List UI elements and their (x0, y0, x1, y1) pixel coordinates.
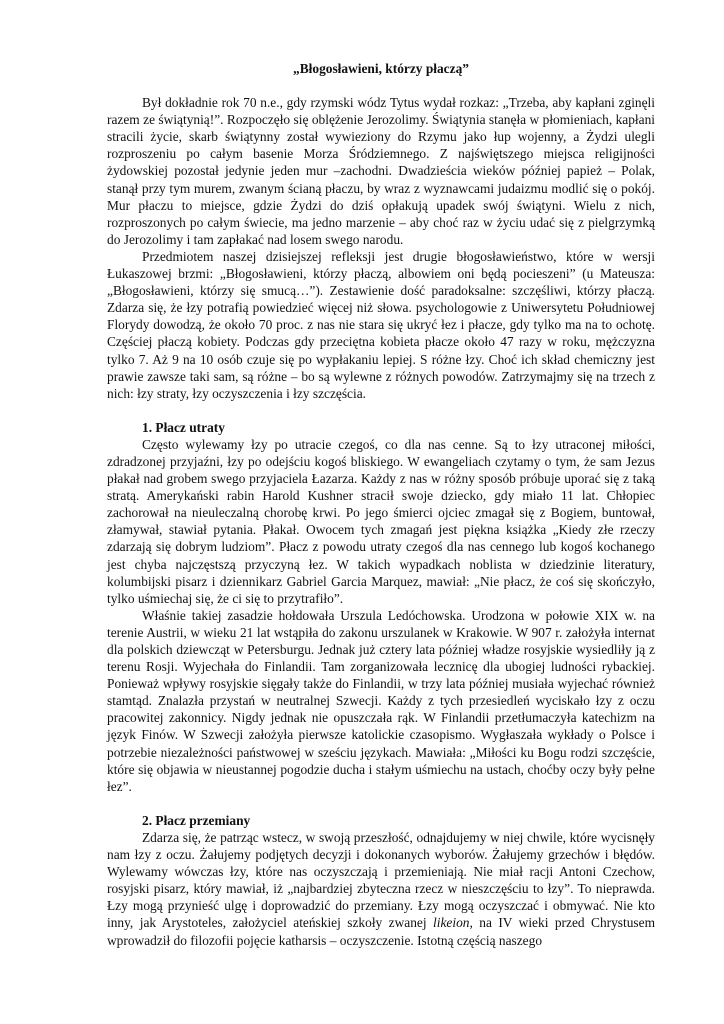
document-page (107, 60, 655, 949)
section-2-paragraph-1 (107, 829, 655, 949)
intro-paragraph-1: Był dokładnie rok 70 n.e., gdy rzymski wódz Tytus wydał rozkaz: „Trzeba, aby kapłani zginęli razem ze świątynią!”. Rozpoczęło się oblężenie Jerozolimy. Świątynia stanęła w płomieniach, kapłani stracili życie, skarb świątynny został wywieziony do Rzymu jako łup wojenny, a Żydzi ulegli rozproszeniu po całym basenie Morza Śródziemnego. Z najświętszego miejsca religijności żydowskiej pozostał jedynie jeden mur –zachodni. Dwadzieścia wieków później papież – Polak, stanął przy tym murem, zwanym ścianą płaczu, by wraz z wyznawcami judaizmu modlić się o pokój. Mur płaczu to miejsce, gdzie Żydzi do dziś opłakują upadek swój świątyni. Wielu z nich, rozproszonych po całym świecie, ma jedno marzenie – aby choć raz w życiu udać się z pielgrzymką do Jerozolimy i tam zapłakać nad losem swego narodu. (107, 95, 655, 247)
intro-paragraph-2: Przedmiotem naszej dzisiejszej refleksji jest drugie błogosławieństwo, które w wersji Łukaszowej brzmi: „Błogosławieni, którzy płaczą, albowiem oni będą pocieszeni” (u Mateusza: „Błogosławieni, którzy się smucą…”). Zestawienie dość paradoksalne: szczęśliwi, którzy płaczą. Zdarza się, że łzy potrafią powiedzieć więcej niż słowa. psychologowie z Uniwersytetu Południowej Florydy dowodzą, że około 70 proc. z nas nie stara się ukryć łez i płacze, gdy tylko ma na to ochotę. Częściej płaczą kobiety. Podczas gdy przeciętna kobieta płacze około 47 razy w roku, mężczyzna tylko 7. Aż 9 na 10 osób czuje się po wypłakaniu lepiej. S różne łzy. Choć ich skład chemiczny jest prawie zawsze taki sam, są różne – bo są wylewne z różnych powodów. Zatrzymajmy się na trzech z nich: łzy straty, łzy oczyszczenia i łzy szczęścia. (107, 248, 655, 401)
section-2-heading: 2. Płacz przemiany (142, 812, 251, 828)
section-1-paragraph-2: Właśnie takiej zasadzie hołdowała Urszula Ledóchowska. Urodzona w połowie XIX w. na terenie Austrii, w wieku 21 lat wstąpiła do zakonu urszulanek w Krakowie. W 907 r. założyła internat dla polskich dziewcząt w Petersburgu. Jednak już cztery lata później władze rosyjskie wysiedliły ją z terenu Rosji. Wyjechała do Finlandii. Tam zorganizowała lecznicę dla ubogiej ludności rybackiej. Ponieważ wpływy rosyjskie sięgały także do Finlandii, w trzy lata później musiała wyjechać również stamtąd. Znalazła przystań w neutralnej Szwecji. Każdy z tych przesiedleń wyciskało łzy z oczu pracowitej zakonnicy. Nigdy jednak nie opuszczała rąk. W Finlandii przetłumaczyła katechizm na język Finów. W Szwecji założyła pierwsze katolickie czasopismo. Wygłaszała wykłady o Polsce i potrzebie niezależności państwowej w sześciu językach. Mawiała: „Miłości ku Bogu rodzi szczęście, które się objawia w nieustannej pogodzie ducha i stałym uśmiechu na ustach, choćby oczy były pełne łez”. (107, 607, 655, 794)
document-title: „Błogosławieni, którzy płaczą” (293, 61, 469, 76)
section-2-text-before: Zdarza się, że patrząc wstecz, w swoją przeszłość, odnajdujemy w niej chwile, które wycisnęły nam łzy z oczu. Żałujemy podjętych decyzji i dokonanych wyborów. Żałujemy grzechów i błędów. Wylewamy wówczas łzy, które nas oczyszczają i przemieniają. Nie miał racji Antoni Czechow, rosyjski pisarz, który mawiał, iż „najbardziej zbyteczna rzecz w nieszczęściu to łzy”. To nieprawda. Łzy mogą przynieść ulgę i doprowadzić do przemiany. Łzy mogą oczyszczać i obmywać. Nie kto inny, jak Arystoteles, założyciel ateńskiej szkoły zwanej (107, 829, 655, 931)
section-1-heading: 1. Płacz utraty (142, 419, 225, 435)
section-1-paragraph-1: Często wylewamy łzy po utracie czegoś, co dla nas cenne. Są to łzy utraconej miłości, zdradzonej przyjaźni, łzy po odejściu kogoś bliskiego. W ewangeliach czytamy o tym, że sam Jezus płakał nad grobem swego przyjaciela Łazarza. Każdy z nas w różny sposób próbuje uporać się z taką stratą. Amerykański rabin Harold Kushner stracił swoje dziecko, gdy miało 11 lat. Chłopiec zachorował na nieuleczalną chorobę krwi. Po jego śmierci ojciec zmagał się z Bogiem, buntował, złamywał, stawiał pytania. Płakał. Owocem tych zmagań jest piękna książka „Kiedy złe rzeczy zdarzają się dobrym ludziom”. Płacz z powodu utraty czegoś dla nas cennego lub kogoś kochanego jest chyba najczęstszą przyczyną łez. W takich wypadkach noblista w dziedzinie literatury, kolumbijski pisarz i dziennikarz Gabriel Garcia Marquez, mawiał: „Nie płacz, że coś się skończyło, tylko uśmiechaj się, że ci się to przytrafiło”. (107, 436, 655, 606)
italic-term: likeion (433, 915, 470, 931)
section-2-text-after: , na IV wieki przed Chrystusem wprowadził do filozofii pojęcie katharsis – oczyszczenie. Istotną częścią naszego (107, 915, 655, 948)
